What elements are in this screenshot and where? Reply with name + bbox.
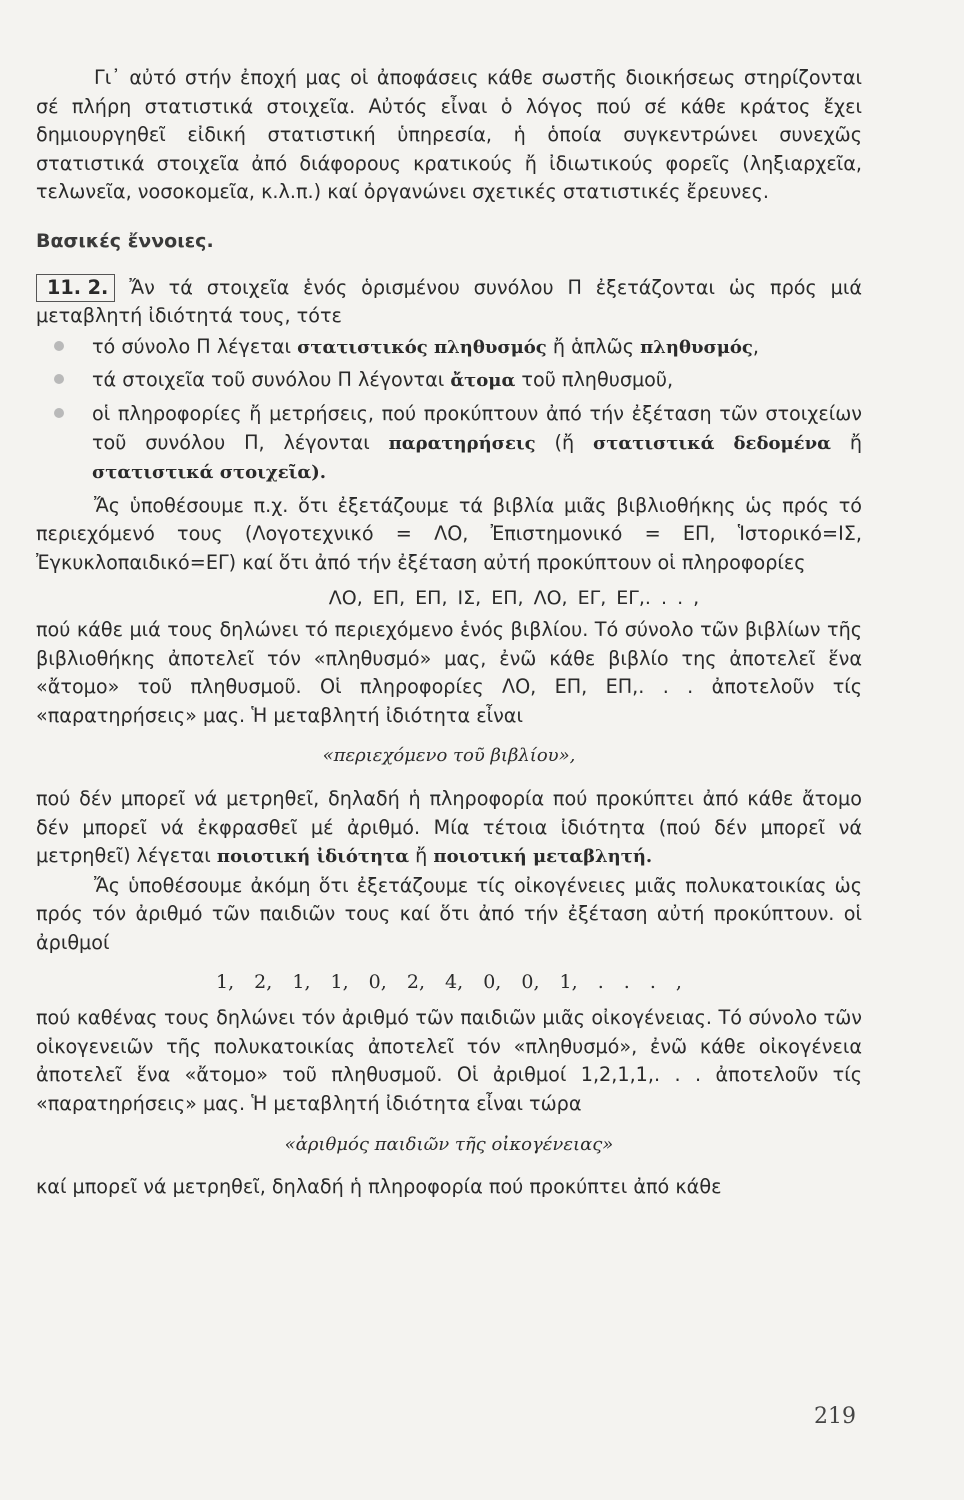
bullet-text: , bbox=[752, 334, 759, 358]
section-heading: Βασικές ἔννοιες. bbox=[36, 229, 214, 252]
example-families-paragraph: Ἄς ὑποθέσουμε ἀκόμη ὅτι ἐξετάζουμε τίς οἰκογένειες μιᾶς πολυκατοικίας ὡς πρός τόν ἀριθμό τῶν παιδιῶν τους καί ὅτι ἀπό τήν ἐξέταση αὐτή προκύπτουν. οἱ ἀριθμοί bbox=[36, 873, 862, 955]
children-values-line: 1, 2, 1, 1, 0, 2, 4, 0, 0, 1, . . . , bbox=[216, 970, 682, 993]
definition-list bbox=[36, 333, 862, 488]
definition-text: πού δέν μπορεῖ νά μετρηθεῖ, δηλαδή ἡ πληροφορία πού προκύπτει ἀπό κάθε ἄτομο δέν μπορεῖ νά ἐκφρασθεῖ μέ ἀριθμό. Μία τέτοια ἰδιότητα (πού δέν μπορεῖ νά μετρηθεῖ) λέγεται bbox=[36, 787, 862, 868]
bullet-text: τά στοιχεῖα τοῦ συνόλου Π λέγονται bbox=[92, 368, 451, 392]
definition-text: ἤ bbox=[409, 844, 434, 868]
bullet-text: (ἤ bbox=[535, 430, 593, 454]
bullet-text: οἱ πληροφορίες ἤ μετρήσεις, πού προκύπτουν ἀπό τήν ἐξέταση τῶν στοιχείων τοῦ συνόλου Π, λέγονται bbox=[92, 401, 862, 454]
list-item bbox=[36, 366, 862, 396]
book-values-line: ΛΟ, ΕΠ, ΕΠ, ΙΣ, ΕΠ, ΛΟ, ΕΓ, ΕΓ,. . . , bbox=[328, 586, 700, 609]
page-number: 219 bbox=[814, 1404, 856, 1429]
qualitative-property: «περιεχόμενο τοῦ βιβλίου», bbox=[322, 745, 576, 767]
intro-paragraph: Γι᾽ αὐτό στήν ἐποχή μας οἱ ἀποφάσεις κάθε σωστῆς διοικήσεως στηρίζονται σέ πλήρη στατιστικά στοιχεῖα. Αὐτός εἶναι ὁ λόγος πού σέ κάθε κράτος ἔχει δημιουργηθεῖ εἰδική στατιστική ὑπηρεσία, ἡ ὁποία συγκεντρώνει συνεχῶς στατιστικά στοιχεῖα ἀπό διάφορους κρατικούς ἤ ἰδιωτικούς φορεῖς (ληξιαρχεῖα, τελωνεῖα, νοσοκομεῖα, κ.λ.π.) καί ὀργανώνει σχετικές στατιστικές ἔρευνες. bbox=[36, 66, 862, 204]
term-observations: παρατηρήσεις bbox=[388, 432, 536, 454]
term-statistical-elements: στατιστικά στοιχεῖα). bbox=[92, 462, 326, 484]
bullet-icon bbox=[54, 341, 64, 351]
bullet-text: τό σύνολο Π λέγεται bbox=[92, 334, 298, 358]
bullet-icon bbox=[54, 408, 64, 418]
term-population: στατιστικός πληθυσμός bbox=[297, 336, 547, 358]
page-body bbox=[36, 64, 862, 1202]
term-statistical-data: στατιστικά δεδομένα bbox=[592, 432, 831, 454]
quantitative-property: «ἀριθμός παιδιῶν τῆς οἰκογένειας» bbox=[284, 1133, 614, 1155]
section-text: Ἄν τά στοιχεῖα ἑνός ὁρισμένου συνόλου Π ἐξετάζονται ὡς πρός μιά μεταβλητή ἰδιότητά τους, τότε bbox=[36, 275, 862, 328]
qualitative-definition bbox=[36, 785, 862, 872]
term-qualitative-property: ποιοτική ἰδιότητα bbox=[216, 846, 410, 868]
bullet-text: τοῦ πληθυσμοῦ, bbox=[515, 368, 674, 392]
quantitative-intro: καί μπορεῖ νά μετρηθεῖ, δηλαδή ἡ πληροφορία πού προκύπτει ἀπό κάθε bbox=[36, 1175, 722, 1199]
bullet-text: ἤ ἁπλῶς bbox=[546, 334, 641, 358]
bullet-icon bbox=[54, 374, 64, 384]
term-qualitative-variable: ποιοτική μεταβλητή. bbox=[433, 846, 653, 868]
list-item bbox=[36, 400, 862, 488]
example-families-explanation: πού καθένας τους δηλώνει τόν ἀριθμό τῶν παιδιῶν μιᾶς οἰκογένειας. Τό σύνολο τῶν οἰκογενειῶν τῆς πολυκατοικίας ἀποτελεῖ τόν «πληθυσμό», ἐνῶ κάθε οἰκογένεια ἀποτελεῖ ἕνα «ἄτομο» τοῦ πληθυσμοῦ. Οἱ ἀριθμοί 1,2,1,1,. . . ἀποτελοῦν τίς «παρατηρήσεις» μας. Ἡ μεταβλητή ἰδιότητα εἶναι τώρα bbox=[36, 1006, 862, 1115]
example-books-explanation: πού κάθε μιά τους δηλώνει τό περιεχόμενο ἑνός βιβλίου. Τό σύνολο τῶν βιβλίων τῆς βιβλιοθήκης ἀποτελεῖ τόν «πληθυσμό» μας, ἐνῶ κάθε βιβλίο της ἀποτελεῖ ἕνα «ἄτομο» τοῦ πληθυσμοῦ. Οἱ πληροφορίες ΛΟ, ΕΠ, ΕΠ,. . . ἀποτελοῦν τίς «παρατηρήσεις» μας. Ἡ μεταβλητή ἰδιότητα εἶναι bbox=[36, 618, 862, 727]
list-item bbox=[36, 333, 862, 363]
term-individuals: ἄτομα bbox=[450, 370, 516, 392]
term-population-short: πληθυσμός bbox=[640, 336, 753, 358]
section-number: 11. 2. bbox=[36, 274, 115, 302]
bullet-text: ἤ bbox=[830, 430, 862, 454]
example-books-paragraph: Ἄς ὑποθέσουμε π.χ. ὅτι ἐξετάζουμε τά βιβλία μιᾶς βιβλιοθήκης ὡς πρός τό περιεχόμενό τους (Λογοτεχνικό = ΛΟ, Ἐπιστημονικό = ΕΠ, Ἱστορικό=ΙΣ, Ἐγκυκλοπαιδικό=ΕΓ) καί ὅτι ἀπό τήν ἐξέταση αὐτή προκύπτουν οἱ πληροφορίες bbox=[36, 493, 862, 574]
section-intro bbox=[36, 274, 862, 331]
